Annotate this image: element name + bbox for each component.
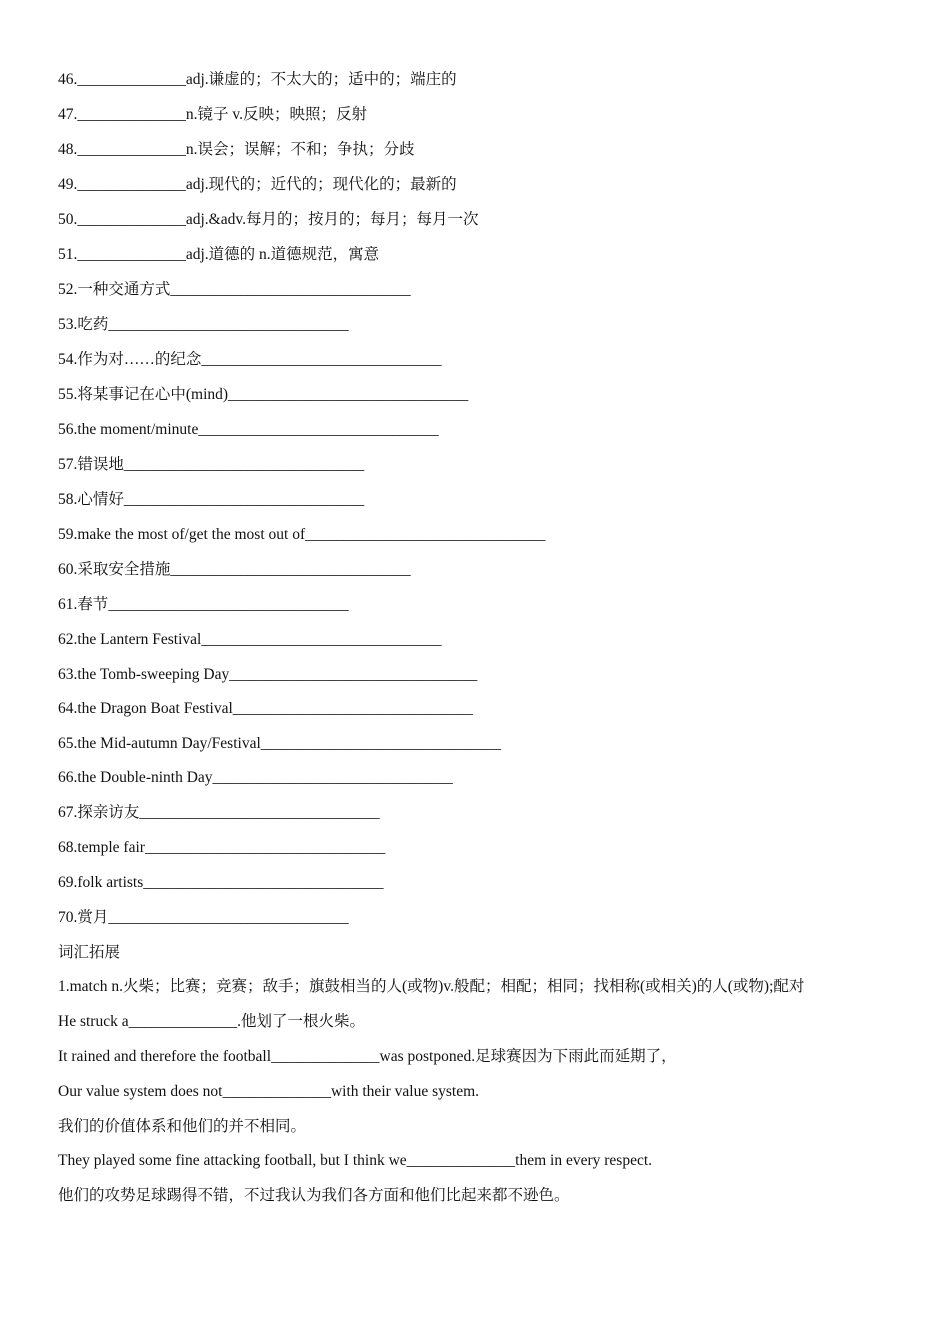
vocab-item-48: 48.______________n.误会；误解；不和；争执；分歧 bbox=[58, 141, 415, 158]
example-translation-3: 我们的价值体系和他们的并不相同。 bbox=[58, 1118, 307, 1135]
example-sentence-3: Our value system does not______________with their value system. bbox=[58, 1083, 480, 1100]
phrase-item-57: 57.错误地_______________________________ bbox=[58, 456, 365, 473]
phrase-item-61: 61.春节_______________________________ bbox=[58, 596, 349, 613]
phrase-item-53: 53.吃药_______________________________ bbox=[58, 316, 349, 333]
phrase-item-62: 62.the Lantern Festival_______________________________ bbox=[58, 631, 442, 648]
vocab-item-49: 49.______________adj.现代的；近代的；现代化的；最新的 bbox=[58, 176, 457, 193]
example-sentence-1: He struck a______________.他划了一根火柴。 bbox=[58, 1013, 365, 1030]
phrase-item-70: 70.赏月_______________________________ bbox=[58, 909, 349, 926]
phrase-item-54: 54.作为对……的纪念_______________________________ bbox=[58, 351, 442, 368]
phrase-item-60: 60.采取安全措施_______________________________ bbox=[58, 561, 411, 578]
phrase-item-56: 56.the moment/minute_______________________________ bbox=[58, 421, 439, 438]
section-heading: 词汇拓展 bbox=[58, 944, 121, 961]
vocab-item-51: 51.______________adj.道德的 n.道德规范，寓意 bbox=[58, 246, 380, 263]
phrase-item-68: 68.temple fair_______________________________ bbox=[58, 839, 386, 856]
phrase-item-63: 63.the Tomb-sweeping Day________________________________ bbox=[58, 666, 478, 683]
example-sentence-2: It rained and therefore the football______________was postponed.足球赛因为下雨此而延期了， bbox=[58, 1048, 677, 1065]
expansion-entry-match: 1.match n.火柴；比赛；竞赛；敌手；旗鼓相当的人(或物)v.般配；相配；相同；找相称(或相关)的人(或物);配对 bbox=[58, 978, 805, 995]
vocab-item-47: 47.______________n.镜子 v.反映；映照；反射 bbox=[58, 106, 367, 123]
example-translation-4: 他们的攻势足球踢得不错，不过我认为我们各方面和他们比起来都不逊色。 bbox=[58, 1187, 570, 1204]
vocab-item-46: 46.______________adj.谦虚的；不太大的；适中的；端庄的 bbox=[58, 71, 457, 88]
phrase-item-66: 66.the Double-ninth Day_______________________________ bbox=[58, 769, 453, 786]
phrase-item-52: 52.一种交通方式_______________________________ bbox=[58, 281, 411, 298]
phrase-item-65: 65.the Mid-autumn Day/Festival_______________________________ bbox=[58, 735, 502, 752]
example-sentence-4: They played some fine attacking football, but I think we______________them in every respect. bbox=[58, 1152, 653, 1169]
phrase-item-59: 59.make the most of/get the most out of_______________________________ bbox=[58, 526, 546, 543]
phrase-item-55: 55.将某事记在心中(mind)_______________________________ bbox=[58, 386, 469, 403]
phrase-item-67: 67.探亲访友_______________________________ bbox=[58, 804, 380, 821]
phrase-item-69: 69.folk artists_______________________________ bbox=[58, 874, 384, 891]
phrase-item-64: 64.the Dragon Boat Festival_______________________________ bbox=[58, 700, 474, 717]
vocab-item-50: 50.______________adj.&adv.每月的；按月的；每月；每月一次 bbox=[58, 211, 479, 228]
phrase-item-58: 58.心情好_______________________________ bbox=[58, 491, 365, 508]
